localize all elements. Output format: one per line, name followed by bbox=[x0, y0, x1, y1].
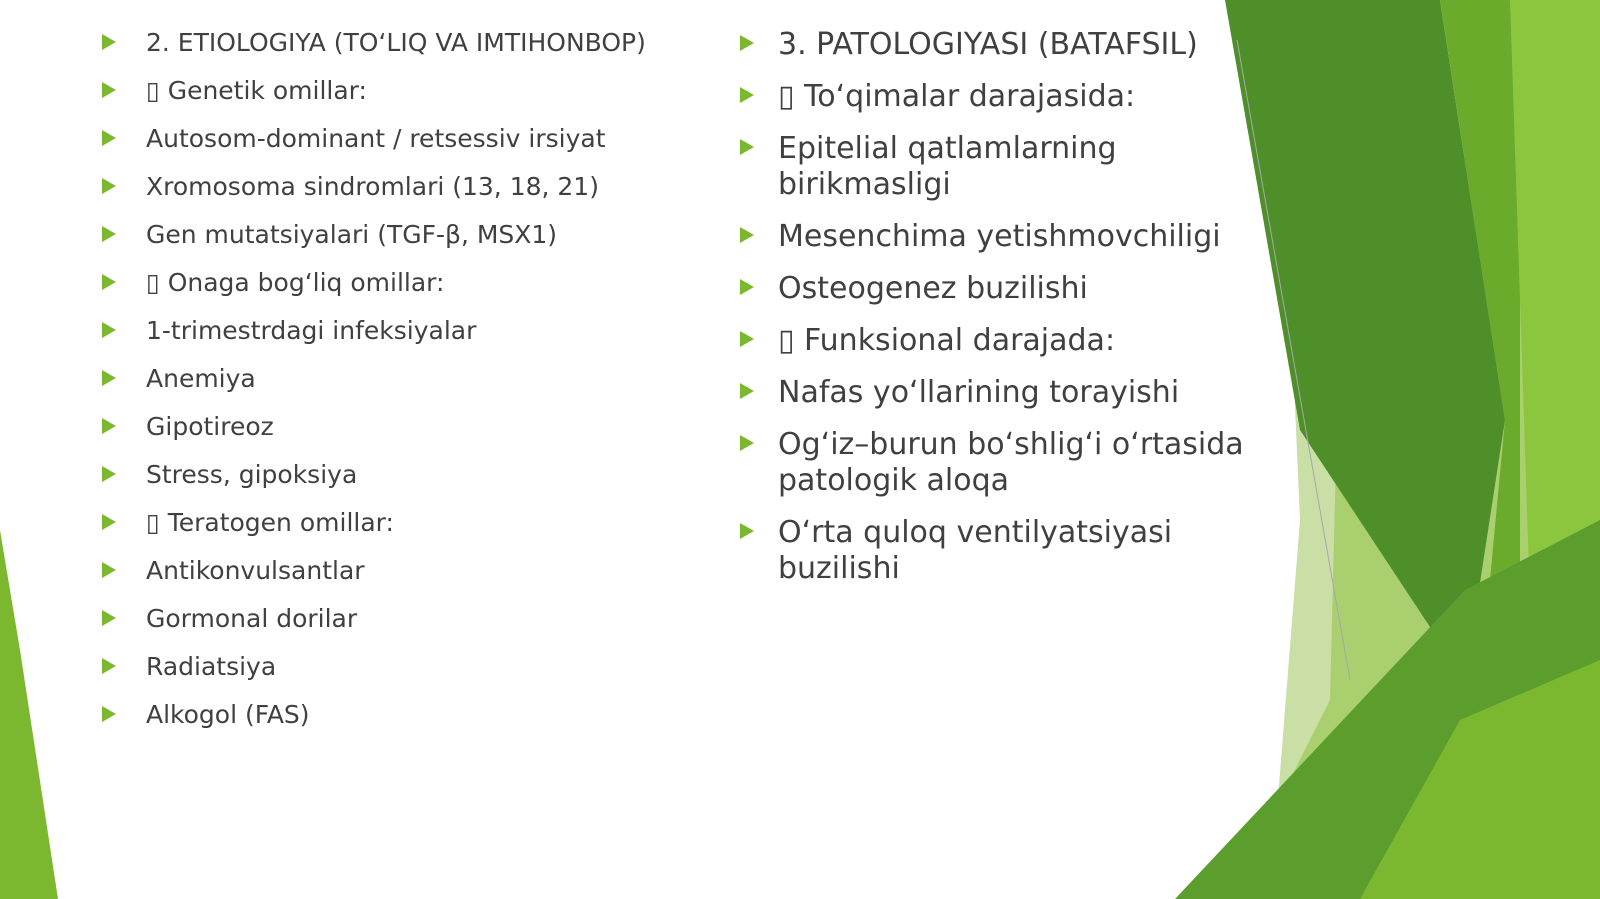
bullet-icon bbox=[102, 274, 116, 290]
list-item-text: 2. ETIOLOGIYA (TOʻLIQ VA IMTIHONBOP) bbox=[146, 28, 646, 57]
bullet-icon bbox=[740, 523, 754, 539]
left-edge-green-shape bbox=[0, 530, 58, 899]
list-item-text: 1-trimestrdagi infeksiyalar bbox=[146, 316, 477, 345]
list-item bbox=[102, 219, 662, 251]
list-item-text: ▯ Teratogen omillar: bbox=[146, 508, 394, 537]
list-item bbox=[102, 699, 662, 731]
list-item bbox=[740, 515, 1260, 587]
bullet-icon bbox=[740, 331, 754, 347]
bullet-icon bbox=[102, 610, 116, 626]
right-column bbox=[740, 0, 1260, 603]
list-item bbox=[740, 271, 1260, 307]
list-item-text: Xromosoma sindromlari (13, 18, 21) bbox=[146, 172, 599, 201]
bullet-icon bbox=[740, 383, 754, 399]
list-item bbox=[740, 375, 1260, 411]
bullet-icon bbox=[102, 562, 116, 578]
list-item bbox=[102, 411, 662, 443]
bullet-icon bbox=[102, 226, 116, 242]
list-item-text: ▯ Onaga bogʻliq omillar: bbox=[146, 268, 445, 297]
list-item-text: ▯ Genetik omillar: bbox=[146, 76, 367, 105]
list-item bbox=[102, 171, 662, 203]
bullet-icon bbox=[740, 227, 754, 243]
bullet-icon bbox=[102, 178, 116, 194]
list-item-text: Autosom-dominant / retsessiv irsiyat bbox=[146, 124, 606, 153]
list-item-text: Anemiya bbox=[146, 364, 256, 393]
list-item-text: Mesenchima yetishmovchiligi bbox=[778, 219, 1221, 254]
list-item bbox=[740, 219, 1260, 255]
etiology-list bbox=[102, 27, 662, 731]
list-item-text: ▯ Funksional darajada: bbox=[778, 323, 1116, 358]
list-item-text: ▯ Toʻqimalar darajasida: bbox=[778, 79, 1136, 114]
bullet-icon bbox=[740, 139, 754, 155]
list-item-text: Alkogol (FAS) bbox=[146, 700, 310, 729]
list-item bbox=[102, 27, 662, 59]
bullet-icon bbox=[102, 322, 116, 338]
bullet-icon bbox=[102, 658, 116, 674]
list-item bbox=[102, 75, 662, 107]
list-item bbox=[740, 427, 1260, 499]
list-item-text: Radiatsiya bbox=[146, 652, 277, 681]
list-item-text: Stress, gipoksiya bbox=[146, 460, 358, 489]
list-item-text: Gipotireoz bbox=[146, 412, 274, 441]
list-item bbox=[102, 651, 662, 683]
bullet-icon bbox=[740, 435, 754, 451]
list-item bbox=[102, 363, 662, 395]
bullet-icon bbox=[102, 34, 116, 50]
list-item bbox=[102, 555, 662, 587]
list-item bbox=[740, 131, 1260, 203]
list-item-text: Osteogenez buzilishi bbox=[778, 271, 1088, 306]
bullet-icon bbox=[102, 466, 116, 482]
list-item-text: Antikonvulsantlar bbox=[146, 556, 365, 585]
pathology-list bbox=[740, 27, 1260, 587]
bullet-icon bbox=[102, 514, 116, 530]
list-item bbox=[102, 459, 662, 491]
bullet-icon bbox=[102, 130, 116, 146]
list-item bbox=[102, 507, 662, 539]
list-item bbox=[102, 123, 662, 155]
bullet-icon bbox=[740, 279, 754, 295]
list-item-text: Epitelial qatlamlarning birikmasligi bbox=[778, 131, 1117, 202]
list-item bbox=[102, 315, 662, 347]
list-item bbox=[740, 27, 1260, 63]
list-item-text: Ogʻiz–burun boʻshligʻi oʻrtasida patologik aloqa bbox=[778, 427, 1244, 498]
list-item-text: Nafas yoʻllarining torayishi bbox=[778, 375, 1180, 410]
bullet-icon bbox=[102, 706, 116, 722]
list-item bbox=[102, 267, 662, 299]
bullet-icon bbox=[102, 82, 116, 98]
list-item-text: Oʻrta quloq ventilyatsiyasi buzilishi bbox=[778, 515, 1173, 586]
list-item bbox=[102, 603, 662, 635]
left-column bbox=[102, 0, 662, 747]
bullet-icon bbox=[740, 35, 754, 51]
list-item bbox=[740, 79, 1260, 115]
list-item bbox=[740, 323, 1260, 359]
list-item-text: 3. PATOLOGIYASI (BATAFSIL) bbox=[778, 27, 1198, 62]
bullet-icon bbox=[102, 418, 116, 434]
list-item-text: Gen mutatsiyalari (TGF-β, MSX1) bbox=[146, 220, 558, 249]
bullet-icon bbox=[102, 370, 116, 386]
bullet-icon bbox=[740, 87, 754, 103]
list-item-text: Gormonal dorilar bbox=[146, 604, 358, 633]
